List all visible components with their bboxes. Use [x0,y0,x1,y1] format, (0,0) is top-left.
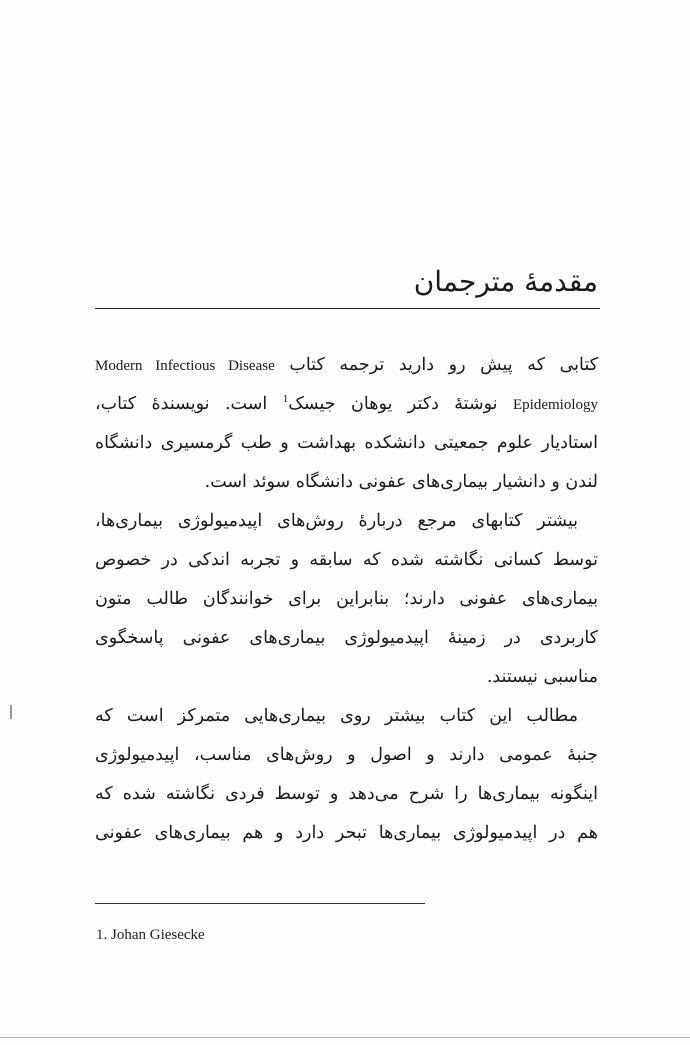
text-line: بیشتر کتابهای مرجع دربارهٔ روش‌های اپیدمیولوژی بیماری‌ها، [95,511,578,531]
text-line: لندن و دانشیار بیماری‌های عفونی دانشگاه سوئد است. [204,472,598,492]
footnote-divider [95,903,425,904]
text-span: است. نویسندهٔ کتاب، [95,394,268,414]
body-text [95,346,598,853]
heading-block [95,262,600,309]
footnote: 1. Johan Giesecke [96,927,205,943]
text-span: کتابی که پیش رو دارید ترجمه کتاب [289,355,598,375]
text-line [95,385,598,424]
text-line: اینگونه بیماری‌ها را شرح می‌دهد و توسط فردی نگاشته شده که [95,784,598,804]
footnote-reference: 1 [282,393,289,406]
text-line: جنبهٔ عمومی دارند و اصول و روش‌های مناسب، اپیدمیولوژی [95,745,598,765]
text-line: مناسبی نیستند. [486,667,598,687]
text-span: نوشتهٔ دکتر یوهان جیسک [288,394,498,414]
book-title-part-1: Modern Infectious Disease [95,358,275,374]
page-title: مقدمهٔ مترجمان [413,265,598,298]
page-edge [0,1037,690,1038]
scan-artifact [10,705,12,719]
text-line: استادیار علوم جمعیتی دانشکده بهداشت و طب گرمسیری دانشگاه [95,433,598,453]
text-line [95,346,598,385]
text-line: مطالب این کتاب بیشتر روی بیماری‌هایی متمرکز است که [95,706,578,726]
text-line: کاربردی در زمینهٔ اپیدمیولوژی بیماری‌های عفونی پاسخگوی [95,628,598,648]
book-title-part-2: Epidemiology [513,397,598,413]
text-line: توسط کسانی نگاشته شده که سابقه و تجربه اندکی در خصوص [95,550,598,570]
text-line: بیماری‌های عفونی دارند؛ بنابراین برای خوانندگان طالب متون [95,589,598,609]
text-line: هم در اپیدمیولوژی بیماری‌ها تبحر دارد و هم بیماری‌های عفونی [95,823,598,843]
